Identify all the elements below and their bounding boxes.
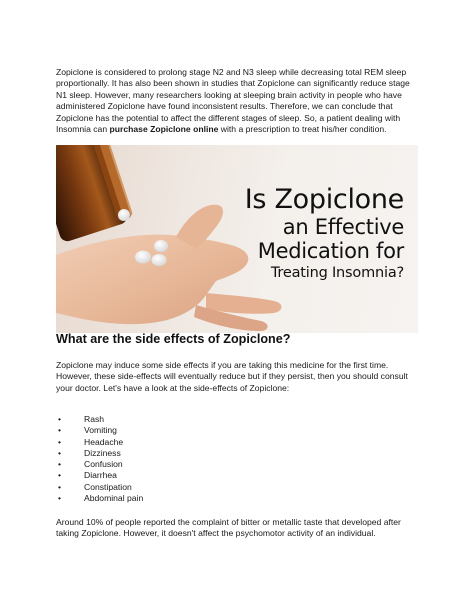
intro-text-end: with a prescription to treat his/her condition. xyxy=(218,124,387,135)
intro-paragraph xyxy=(56,67,418,135)
section-heading: What are the side effects of Zopiclone? xyxy=(56,332,291,346)
hero-title-line-1: Is Zopiclone xyxy=(244,184,404,215)
list-item: • Constipation xyxy=(56,482,143,493)
list-item: • Vomiting xyxy=(56,425,143,436)
hero-title-line-2: an Effective xyxy=(282,215,404,239)
closing-paragraph: Around 10% of people reported the complaint of bitter or metallic taste that developed after taking Zopiclone. However, it doesn't affect the psychomotor activity of an individual. xyxy=(56,517,401,539)
list-item: • Rash xyxy=(56,414,143,425)
intro-text: Zopiclone is considered to prolong stage N2 and N3 sleep while decreasing total REM sleep proportionally. It has also been shown in studies that Zopiclone can significantly reduce stage N1 sleep. However, many researchers looking at sleeping brain activity in people who have administered Zopiclone have found inconsistent results. Therefore, we can conclude that Zopiclone has the potential to affect the different stages of sleep. So, a patient dealing with Insomnia can xyxy=(56,67,410,135)
list-item: • Diarrhea xyxy=(56,470,143,481)
hero-title-line-4: Treating Insomnia? xyxy=(270,265,404,281)
hero-banner-image xyxy=(56,145,418,333)
side-effects-list xyxy=(56,414,143,504)
list-item: • Abdominal pain xyxy=(56,493,143,504)
list-item: • Headache xyxy=(56,437,143,448)
purchase-link[interactable]: purchase Zopiclone online xyxy=(109,124,219,135)
hero-title-line-3: Medication for xyxy=(257,239,404,263)
list-item: • Confusion xyxy=(56,459,143,470)
section-body: Zopiclone may induce some side effects if you are taking this medicine for the first time. However, these side-effects will eventually reduce but if they persist, then you should consult your doctor. Let's have a look at the side-effects of Zopiclone: xyxy=(56,360,408,393)
list-item: • Dizziness xyxy=(56,448,143,459)
hero-title xyxy=(245,185,404,283)
